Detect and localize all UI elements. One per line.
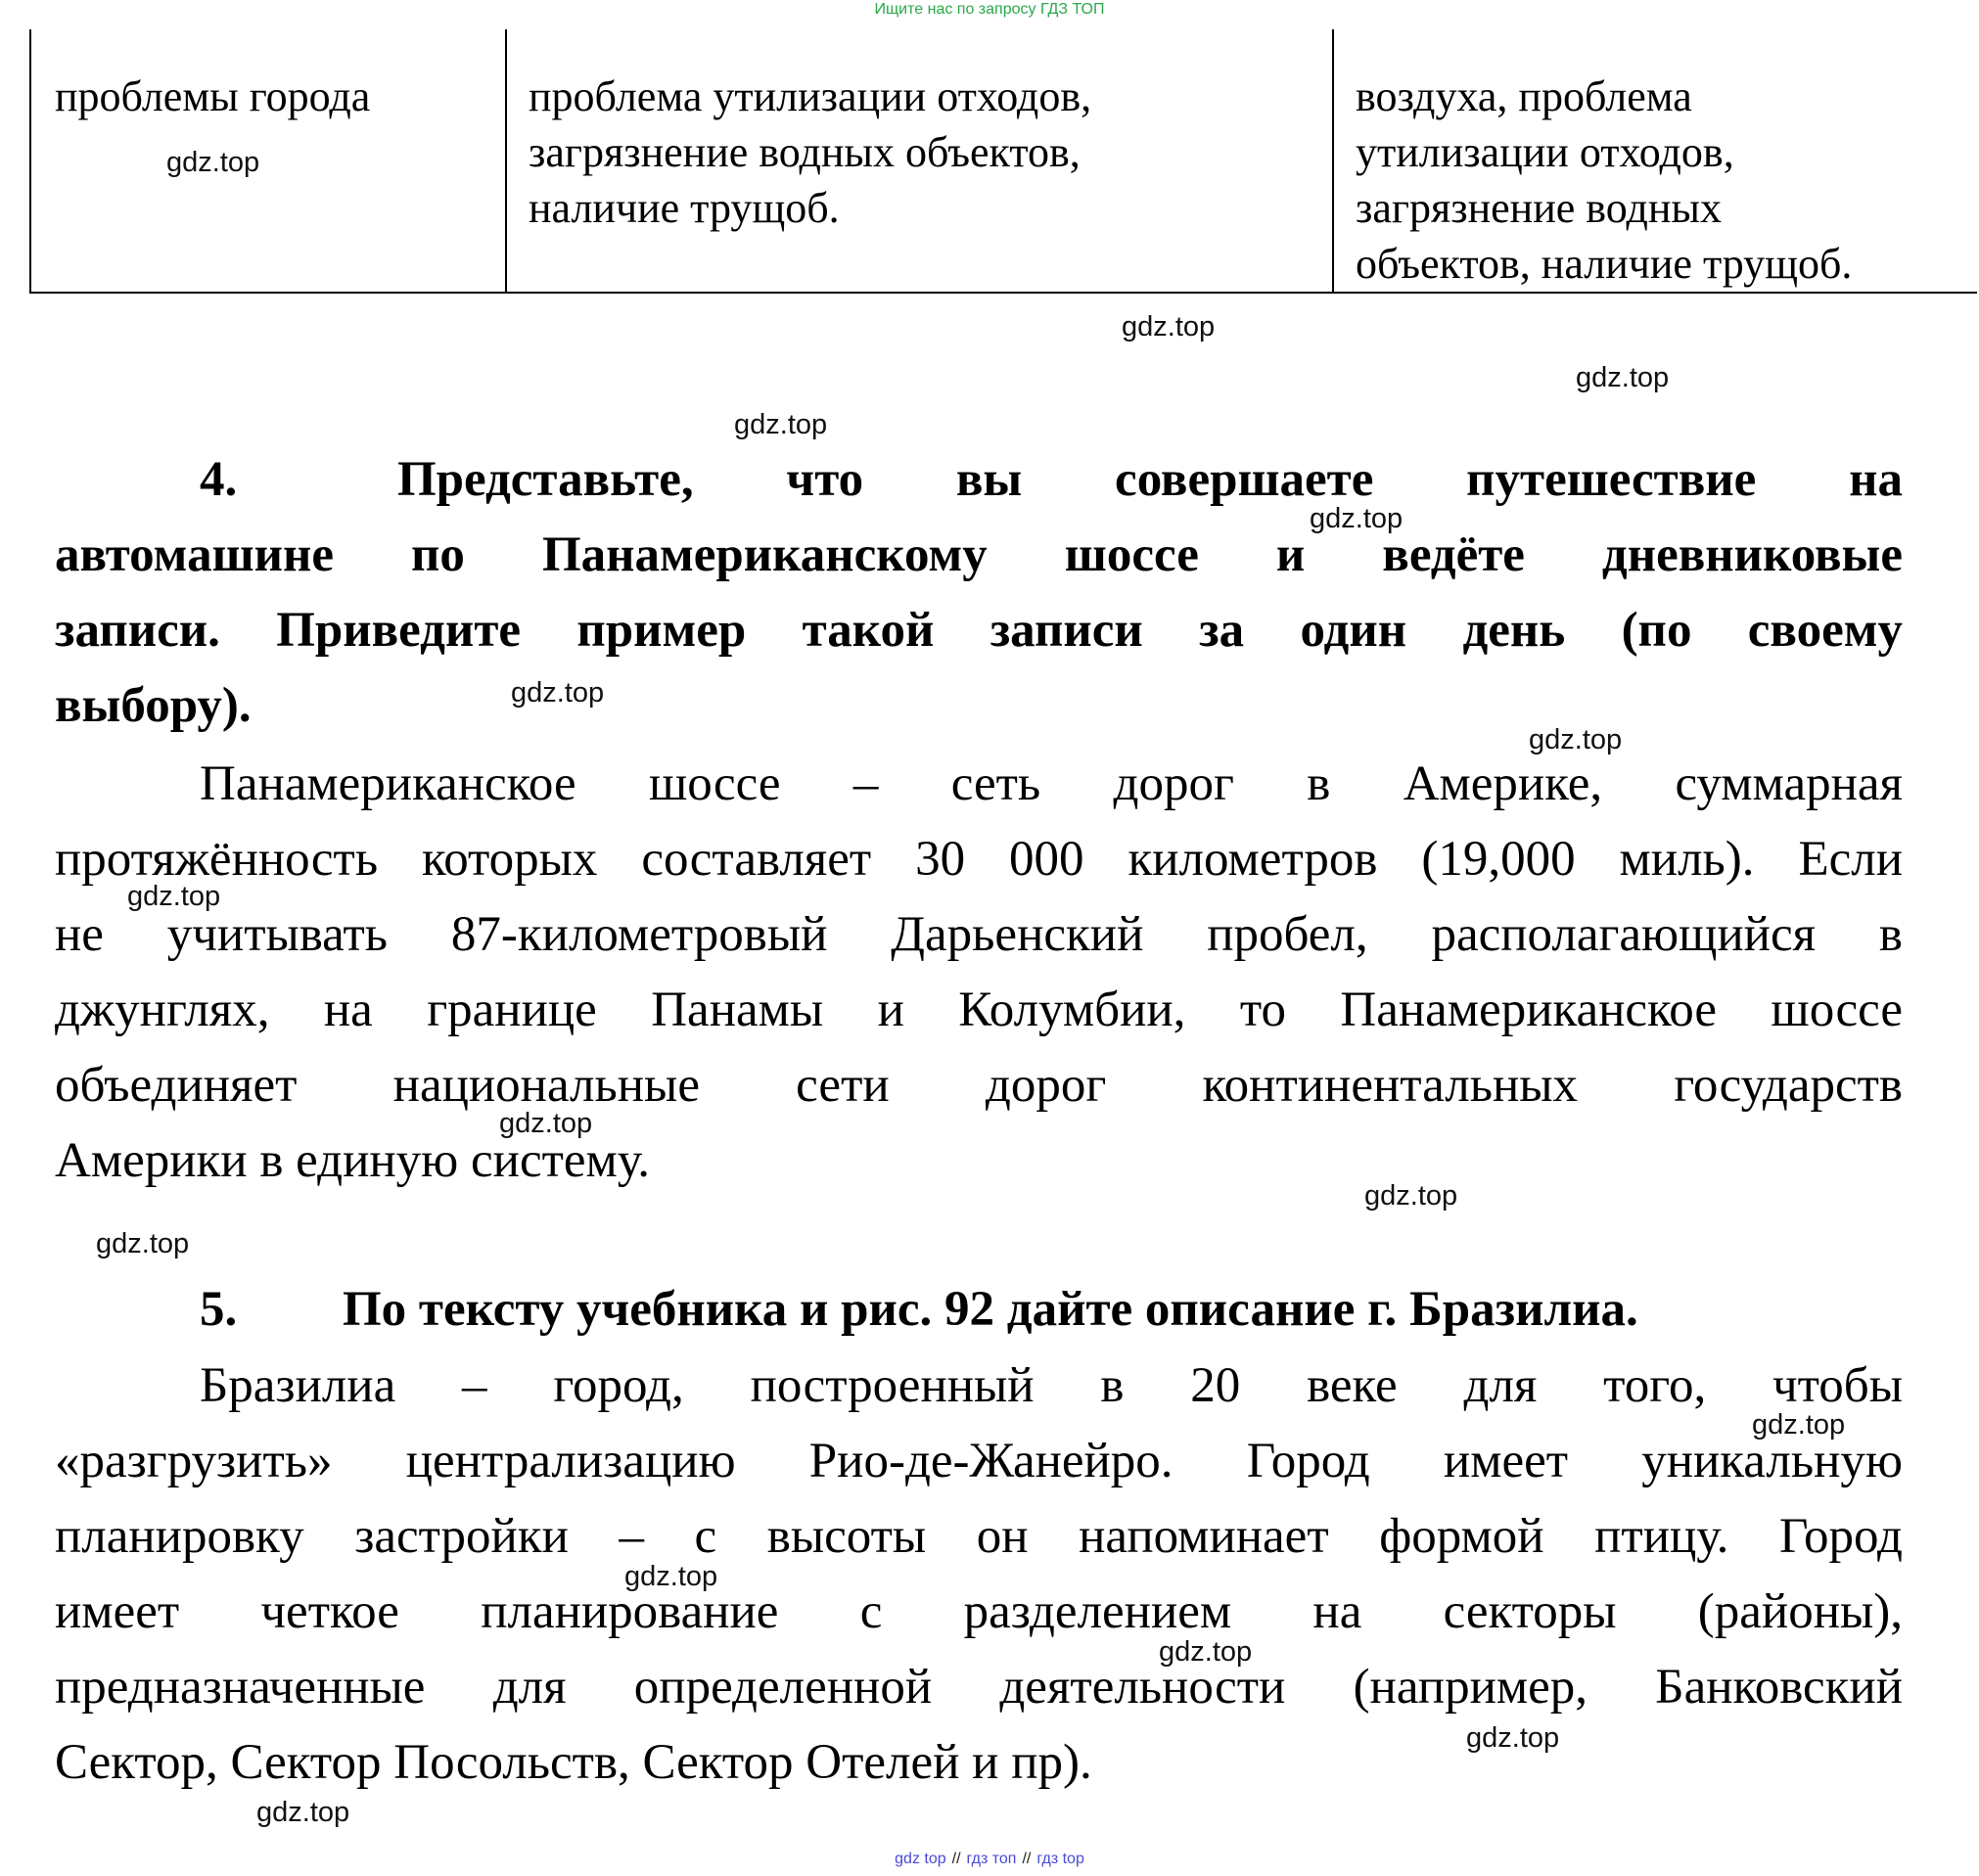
table-cell-col3 [1356,69,1852,292]
answer-4-line: Америки в единую систему. [55,1133,650,1188]
watermark: gdz.top [1529,724,1623,755]
watermark: gdz.top [1752,1409,1846,1441]
answer-4-line: джунглях, на границе Панамы и Колумбии, то Панамериканское шоссе [55,983,1903,1037]
answer-5 [55,1349,1903,1801]
table-cell-line: наличие трущоб. [529,184,840,232]
answer-5-line: предназначенные для определенной деятельности (например, Банковский [55,1660,1903,1715]
watermark: gdz.top [1576,362,1670,393]
table-cell-line: утилизации отходов, [1356,128,1734,176]
answer-4-line: не учитывать 87-километровый Дарьенский пробел, располагающийся в [55,907,1903,962]
watermark: gdz.top [1159,1636,1253,1668]
question-4-line: Представьте, что вы совершаете путешествие на [397,452,1903,507]
question-5 [55,1272,1903,1348]
watermark: gdz.top [166,147,260,178]
watermark: gdz.top [1466,1722,1560,1754]
table-border-left [29,29,31,294]
question-4 [55,442,1903,744]
answer-5-line: планировку застройки – с высоты он напоминает формой птицу. Город [55,1509,1903,1564]
top-banner[interactable]: Ищите нас по запросу ГДЗ ТОП [874,1,1105,18]
table-divider-1 [505,29,507,294]
watermark: gdz.top [256,1797,350,1828]
answer-4-line: объединяет национальные сети дорог континентальных государств [55,1058,1903,1113]
question-4-line: записи. Приведите пример такой записи за один день (по своему [55,603,1903,658]
watermark: gdz.top [1310,503,1404,534]
answer-5-line: имеет четкое планирование с разделением на секторы (районы), [55,1584,1903,1639]
watermark: gdz.top [624,1561,718,1592]
question-5-number: 5. [200,1282,238,1337]
table-cell-line: объектов, наличие трущоб. [1356,240,1853,288]
watermark: gdz.top [499,1108,593,1139]
watermark: gdz.top [734,409,828,440]
question-4-number: 4. [200,452,238,507]
table-cell-line: воздуха, проблема [1356,72,1692,120]
watermark: gdz.top [1122,311,1216,343]
watermark: gdz.top [96,1228,190,1259]
answer-5-line: Сектор, Сектор Посольств, Сектор Отелей и пр). [55,1735,1092,1790]
table-divider-2 [1332,29,1334,294]
answer-5-line: Бразилиа – город, построенный в 20 веке для того, чтобы [200,1358,1903,1413]
answer-4-line: протяжённость которых составляет 30 000 километров (19,000 миль). Если [55,832,1903,887]
question-4-line: выбору). [55,678,252,733]
table-cell-line: проблемы города [55,72,371,120]
watermark: gdz.top [127,881,221,912]
table-cell-line: проблема утилизации отходов, [529,72,1092,120]
answer-5-line: «разгрузить» централизацию Рио-де-Жанейро. Город имеет уникальную [55,1434,1903,1488]
footer-separator: // [951,1851,961,1867]
table-cell-line: загрязнение водных [1356,184,1722,232]
answer-4 [55,747,1903,1199]
watermark: gdz.top [1364,1180,1458,1212]
question-5-title: По тексту учебника и рис. 92 дайте описание г. Бразилиа. [343,1282,1638,1337]
table-cell-col1 [55,69,370,124]
watermark: gdz.top [511,677,605,709]
footer-separator: // [1022,1851,1032,1867]
footer-link[interactable]: гдз топ [966,1851,1017,1867]
table-cell-col2 [529,69,1091,236]
footer-links [0,1851,1979,1868]
footer-link[interactable]: gdz top [895,1851,946,1867]
answer-4-line: Панамериканское шоссе – сеть дорог в Америке, суммарная [200,756,1903,811]
table-cell-line: загрязнение водных объектов, [529,128,1081,176]
question-4-line: автомашине по Панамериканскому шоссе и ведёте дневниковые [55,527,1903,582]
footer-link[interactable]: гдз top [1036,1851,1084,1867]
